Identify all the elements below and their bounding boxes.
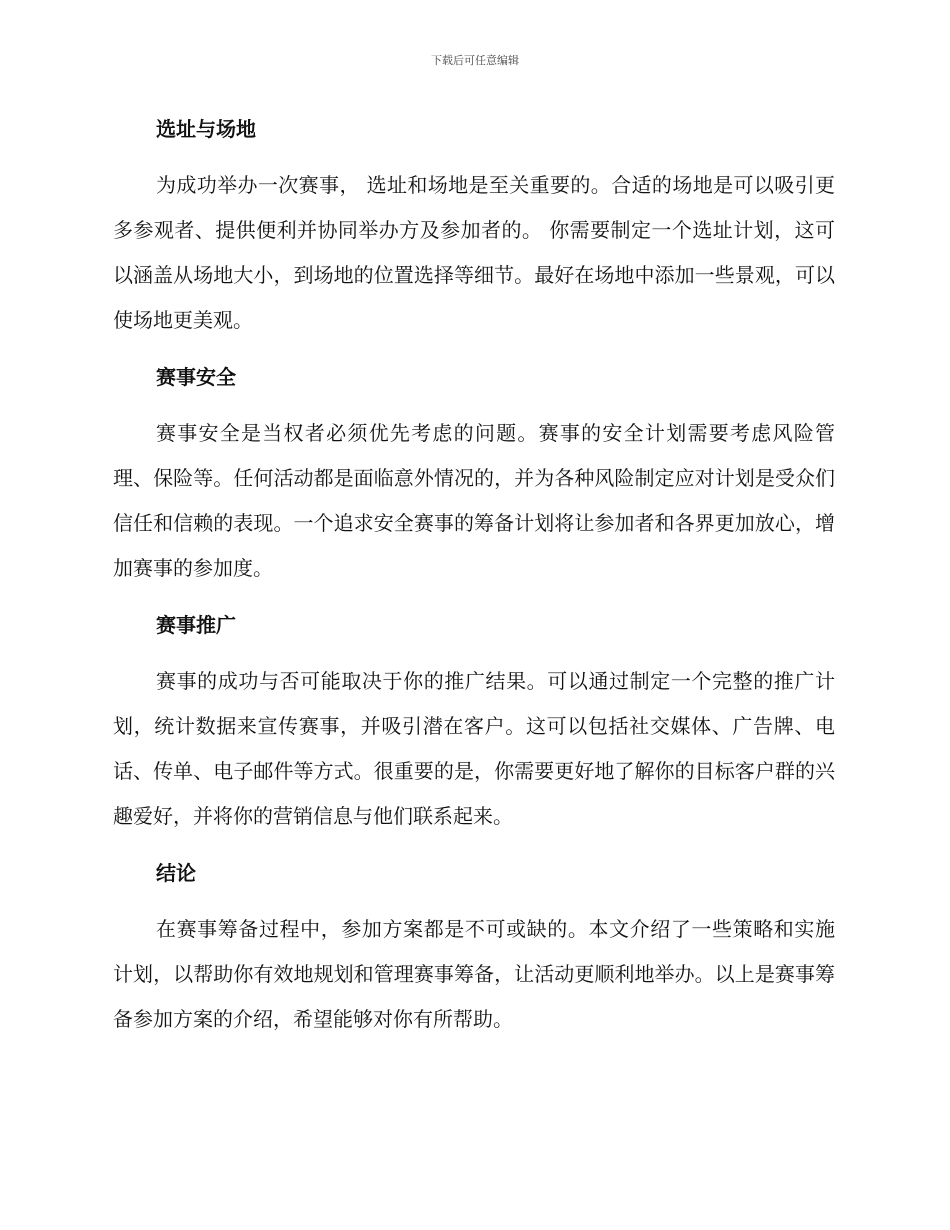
section-paragraph: 赛事的成功与否可能取决于你的推广结果。可以通过制定一个完整的推广计划，统计数据来宣传赛事，并吸引潜在客户。这可以包括社交媒体、广告牌、电话、传单、电子邮件等方式。很重要的是，你需要更好地了解你的目标客户群的兴趣爱好，并将你的营销信息与他们联系起来。 xyxy=(113,669,835,828)
section-heading: 赛事推广 xyxy=(156,613,236,637)
section-event-safety xyxy=(113,360,835,591)
section-site-and-venue xyxy=(113,112,835,343)
document-body xyxy=(113,112,835,1059)
section-conclusion xyxy=(113,856,835,1042)
section-event-promotion xyxy=(113,608,835,839)
section-heading: 结论 xyxy=(156,861,196,885)
section-paragraph: 为成功举办一次赛事， 选址和场地是至关重要的。合适的场地是可以吸引更多参观者、提供便利并协同举办方及参加者的。 你需要制定一个选址计划，这可以涵盖从场地大小，到场地的位置选择等细节。最好在场地中添加一些景观，可以使场地更美观。 xyxy=(113,173,835,332)
section-heading: 赛事安全 xyxy=(156,365,236,389)
section-paragraph: 赛事安全是当权者必须优先考虑的问题。赛事的安全计划需要考虑风险管理、保险等。任何活动都是面临意外情况的，并为各种风险制定应对计划是受众们信任和信赖的表现。一个追求安全赛事的筹备计划将让参加者和各界更加放心，增加赛事的参加度。 xyxy=(113,421,835,580)
section-paragraph: 在赛事筹备过程中，参加方案都是不可或缺的。本文介绍了一些策略和实施计划，以帮助你有效地规划和管理赛事筹备，让活动更顺利地举办。以上是赛事筹备参加方案的介绍，希望能够对你有所帮助。 xyxy=(113,917,835,1031)
header-note: 下载后可任意编辑 xyxy=(431,54,519,67)
section-heading: 选址与场地 xyxy=(156,117,256,141)
